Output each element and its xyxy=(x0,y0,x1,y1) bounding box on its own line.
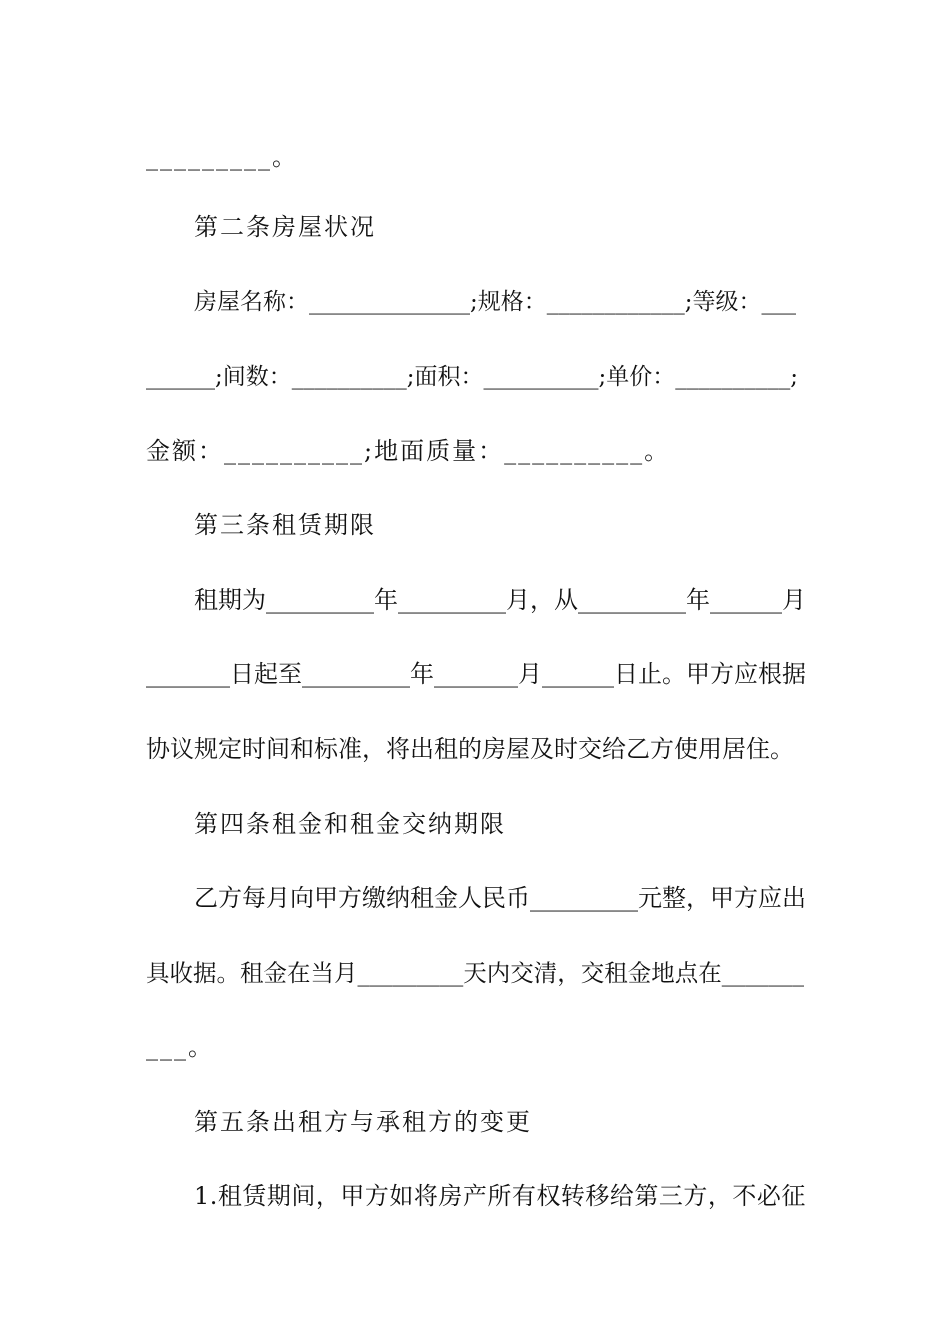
text-line: ______;间数：__________;面积：__________;单价：__________; xyxy=(146,364,798,390)
section-heading: 第四条租金和租金交纳期限 xyxy=(194,810,506,838)
text-line: _______日起至_________年_______月______日止。甲方应根据 xyxy=(146,660,806,688)
text-line: 协议规定时间和标准，将出租的房屋及时交给乙方使用居住。 xyxy=(146,735,794,763)
text-line: 1.租赁期间，甲方如将房产所有权转移给第三方，不必征 xyxy=(194,1182,806,1210)
text-line: 具收据。租金在当月_________天内交清，交租金地点在_______ xyxy=(146,959,804,987)
section-heading: 第三条租赁期限 xyxy=(194,511,376,539)
text-line: ___。 xyxy=(146,1033,214,1061)
text-line: 金额：__________;地面质量：__________。 xyxy=(146,437,671,465)
text-line: 乙方每月向甲方缴纳租金人民币_________元整，甲方应出 xyxy=(194,884,806,912)
section-heading: 第五条出租方与承租方的变更 xyxy=(194,1108,532,1136)
section-heading: 第二条房屋状况 xyxy=(194,213,376,241)
text-line: 租期为_________年_________月，从_________年______月 xyxy=(194,586,806,614)
text-line: 房屋名称：______________;规格：____________;等级：___ xyxy=(194,289,796,315)
text-line: _________。 xyxy=(146,143,298,171)
